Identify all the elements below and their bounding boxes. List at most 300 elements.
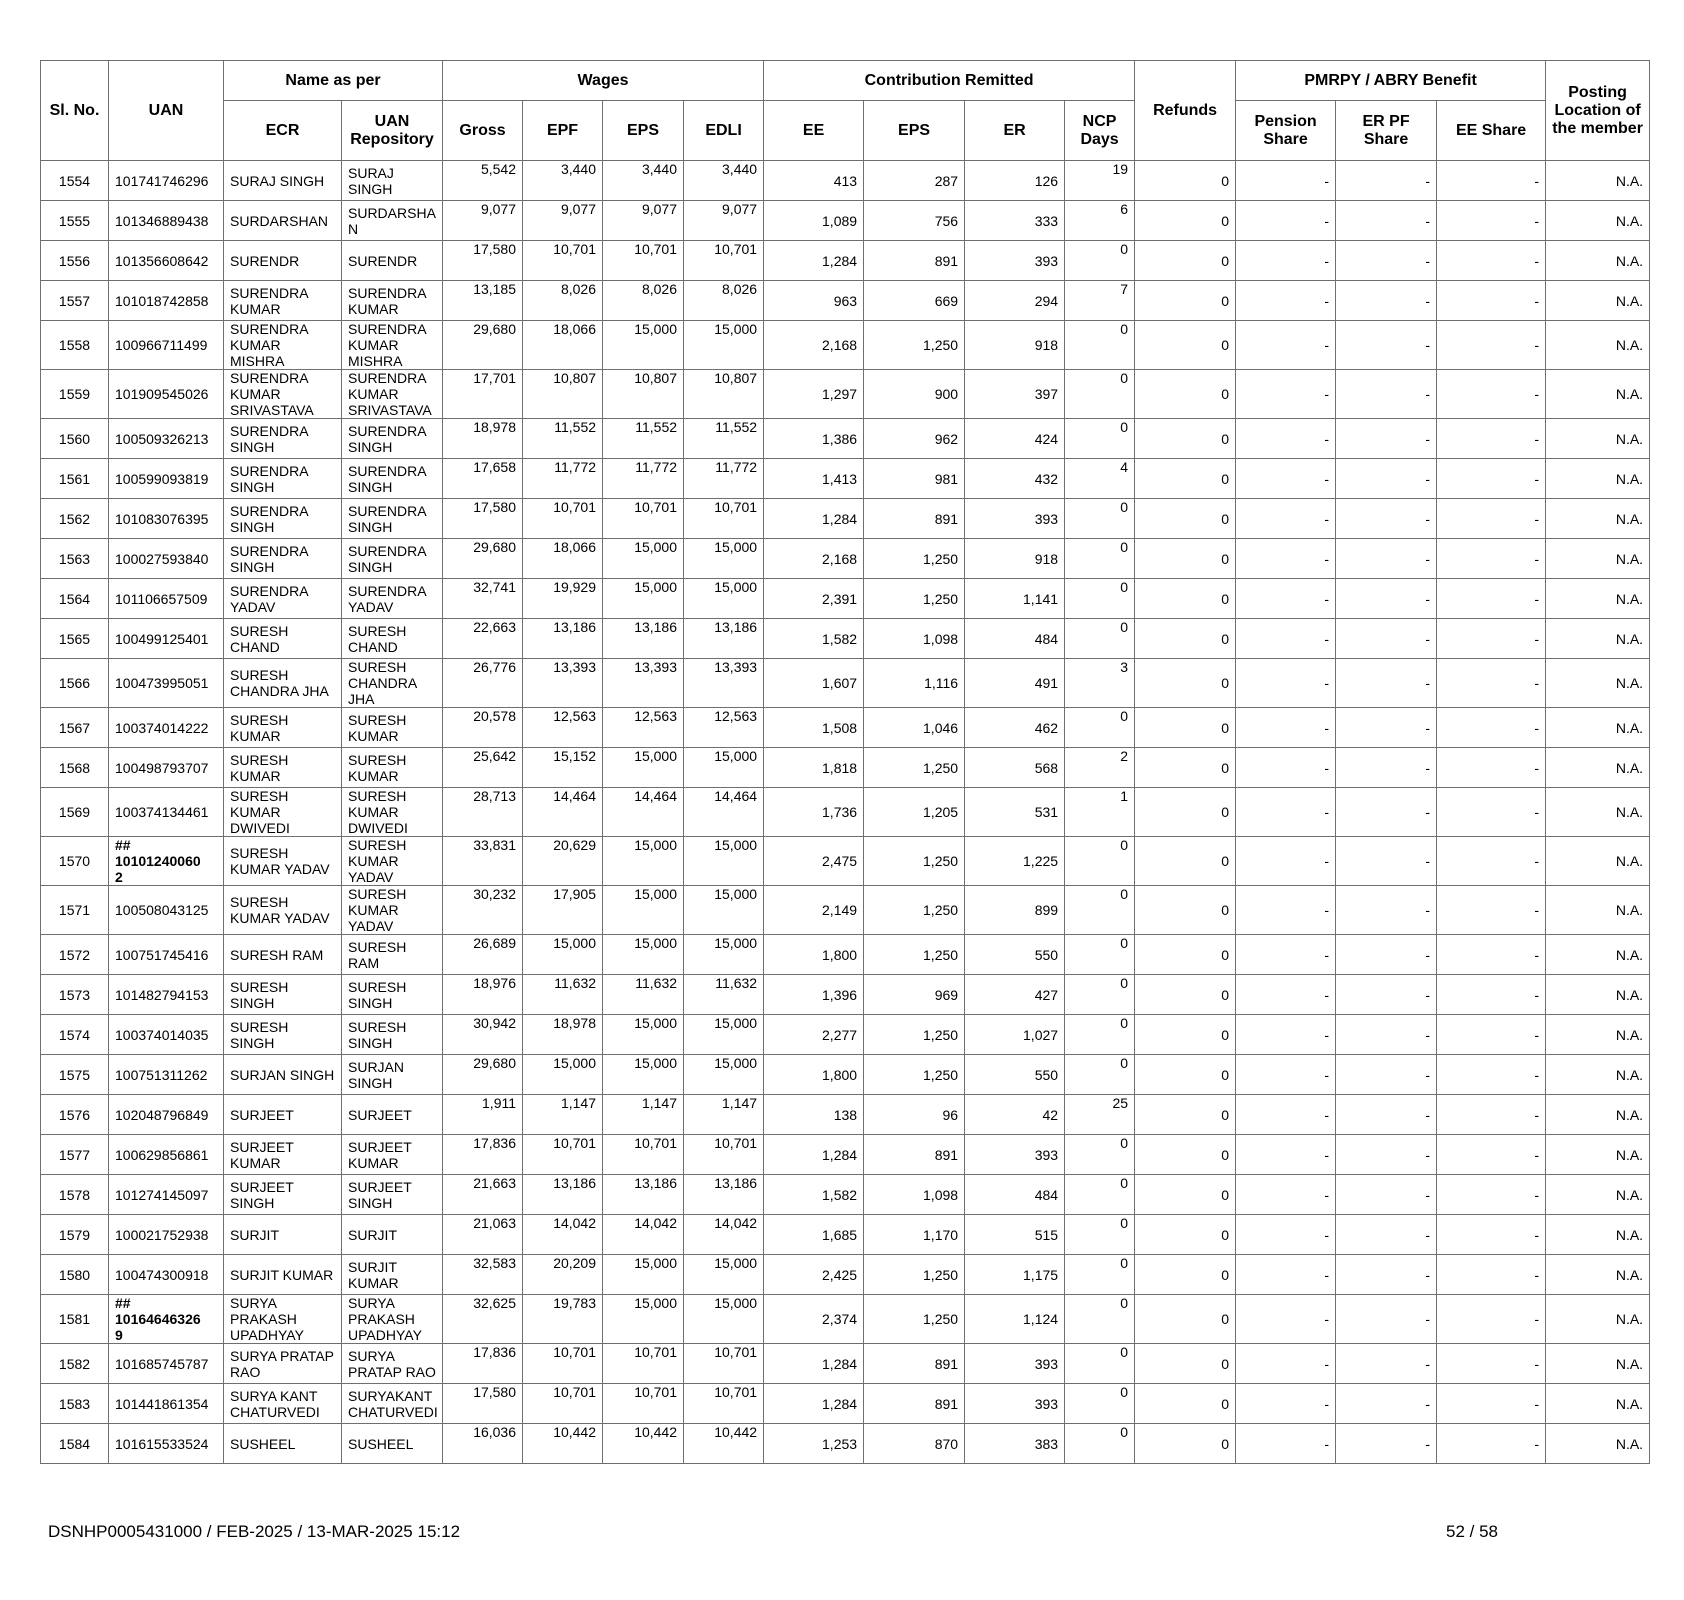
table-header xyxy=(41,61,1650,161)
cell-refunds: 0 xyxy=(1135,1015,1236,1055)
cell-contribution-eps: 1,116 xyxy=(864,659,965,708)
cell-gross: 26,689 xyxy=(443,935,523,975)
cell-pension-share: - xyxy=(1236,975,1336,1015)
cell-eps: 14,464 xyxy=(603,788,684,837)
cell-sl-no: 1557 xyxy=(41,281,109,321)
cell-er-pf-share: - xyxy=(1336,499,1437,539)
header-sl-no: Sl. No. xyxy=(41,61,109,161)
cell-edli: 11,632 xyxy=(684,975,764,1015)
cell-er: 393 xyxy=(965,1344,1065,1384)
cell-posting-location: N.A. xyxy=(1546,579,1650,619)
cell-refunds: 0 xyxy=(1135,459,1236,499)
cell-pension-share: - xyxy=(1236,161,1336,201)
cell-ee-share: - xyxy=(1437,886,1546,935)
cell-refunds: 0 xyxy=(1135,1384,1236,1424)
cell-name-uan-repository: SURENDRA KUMAR SRIVASTAVA xyxy=(342,370,443,419)
cell-gross: 16,036 xyxy=(443,1424,523,1464)
cell-name-uan-repository: SURESH SINGH xyxy=(342,975,443,1015)
cell-er: 294 xyxy=(965,281,1065,321)
cell-edli: 15,000 xyxy=(684,1295,764,1344)
cell-contribution-eps: 969 xyxy=(864,975,965,1015)
cell-edli: 15,000 xyxy=(684,1015,764,1055)
cell-gross: 29,680 xyxy=(443,1055,523,1095)
cell-posting-location: N.A. xyxy=(1546,1095,1650,1135)
cell-name-uan-repository: SURYA PRAKASH UPADHYAY xyxy=(342,1295,443,1344)
table-row xyxy=(41,1384,1650,1424)
cell-epf: 18,978 xyxy=(523,1015,603,1055)
cell-edli: 12,563 xyxy=(684,708,764,748)
cell-edli: 15,000 xyxy=(684,1255,764,1295)
cell-epf: 17,905 xyxy=(523,886,603,935)
cell-refunds: 0 xyxy=(1135,499,1236,539)
cell-name-uan-repository: SURYA PRATAP RAO xyxy=(342,1344,443,1384)
cell-epf: 10,442 xyxy=(523,1424,603,1464)
cell-edli: 3,440 xyxy=(684,161,764,201)
cell-er: 568 xyxy=(965,748,1065,788)
cell-uan: 100629856861 xyxy=(109,1135,224,1175)
cell-ee-share: - xyxy=(1437,935,1546,975)
cell-gross: 28,713 xyxy=(443,788,523,837)
cell-name-uan-repository: SUSHEEL xyxy=(342,1424,443,1464)
cell-name-uan-repository: SURENDR xyxy=(342,241,443,281)
cell-uan: 101356608642 xyxy=(109,241,224,281)
cell-uan: 101441861354 xyxy=(109,1384,224,1424)
cell-contribution-eps: 1,250 xyxy=(864,1015,965,1055)
cell-pension-share: - xyxy=(1236,708,1336,748)
cell-name-ecr: SURESH CHANDRA JHA xyxy=(224,659,342,708)
cell-gross: 17,580 xyxy=(443,499,523,539)
cell-er: 393 xyxy=(965,1135,1065,1175)
cell-edli: 10,701 xyxy=(684,1384,764,1424)
cell-pension-share: - xyxy=(1236,281,1336,321)
cell-er-pf-share: - xyxy=(1336,619,1437,659)
cell-epf: 20,629 xyxy=(523,837,603,886)
cell-contribution-eps: 962 xyxy=(864,419,965,459)
cell-gross: 17,836 xyxy=(443,1135,523,1175)
cell-contribution-eps: 891 xyxy=(864,1384,965,1424)
cell-epf: 8,026 xyxy=(523,281,603,321)
cell-contribution-eps: 1,170 xyxy=(864,1215,965,1255)
cell-ncp-days: 7 xyxy=(1065,281,1135,321)
cell-pension-share: - xyxy=(1236,1384,1336,1424)
cell-er: 42 xyxy=(965,1095,1065,1135)
cell-pension-share: - xyxy=(1236,1095,1336,1135)
cell-er: 1,141 xyxy=(965,579,1065,619)
cell-er: 1,225 xyxy=(965,837,1065,886)
cell-ncp-days: 1 xyxy=(1065,788,1135,837)
cell-eps: 12,563 xyxy=(603,708,684,748)
cell-eps: 15,000 xyxy=(603,579,684,619)
cell-epf: 10,701 xyxy=(523,499,603,539)
cell-name-ecr: SURESH KUMAR xyxy=(224,708,342,748)
header-contribution-eps: EPS xyxy=(864,101,965,161)
cell-refunds: 0 xyxy=(1135,419,1236,459)
cell-pension-share: - xyxy=(1236,1424,1336,1464)
cell-gross: 1,911 xyxy=(443,1095,523,1135)
cell-name-ecr: SURAJ SINGH xyxy=(224,161,342,201)
table-row xyxy=(41,321,1650,370)
cell-pension-share: - xyxy=(1236,459,1336,499)
cell-ee-share: - xyxy=(1437,459,1546,499)
cell-ncp-days: 0 xyxy=(1065,935,1135,975)
cell-epf: 20,209 xyxy=(523,1255,603,1295)
cell-posting-location: N.A. xyxy=(1546,1295,1650,1344)
cell-eps: 9,077 xyxy=(603,201,684,241)
cell-pension-share: - xyxy=(1236,1135,1336,1175)
cell-er: 432 xyxy=(965,459,1065,499)
cell-ncp-days: 0 xyxy=(1065,241,1135,281)
cell-er-pf-share: - xyxy=(1336,1295,1437,1344)
cell-gross: 17,580 xyxy=(443,1384,523,1424)
cell-gross: 30,232 xyxy=(443,886,523,935)
cell-er-pf-share: - xyxy=(1336,1095,1437,1135)
cell-ee-share: - xyxy=(1437,1015,1546,1055)
cell-ncp-days: 0 xyxy=(1065,579,1135,619)
cell-posting-location: N.A. xyxy=(1546,619,1650,659)
header-uan-repository: UAN Repository xyxy=(342,101,443,161)
cell-contribution-eps: 1,250 xyxy=(864,579,965,619)
cell-pension-share: - xyxy=(1236,619,1336,659)
cell-posting-location: N.A. xyxy=(1546,1055,1650,1095)
cell-ee-share: - xyxy=(1437,1135,1546,1175)
cell-er-pf-share: - xyxy=(1336,1135,1437,1175)
cell-er-pf-share: - xyxy=(1336,1255,1437,1295)
table-row xyxy=(41,370,1650,419)
table-row xyxy=(41,1015,1650,1055)
cell-er-pf-share: - xyxy=(1336,281,1437,321)
cell-refunds: 0 xyxy=(1135,748,1236,788)
cell-posting-location: N.A. xyxy=(1546,837,1650,886)
cell-refunds: 0 xyxy=(1135,1055,1236,1095)
cell-gross: 17,836 xyxy=(443,1344,523,1384)
cell-uan: 100374014035 xyxy=(109,1015,224,1055)
header-er-pf-share: ER PF Share xyxy=(1336,101,1437,161)
cell-ncp-days: 3 xyxy=(1065,659,1135,708)
cell-sl-no: 1566 xyxy=(41,659,109,708)
cell-edli: 9,077 xyxy=(684,201,764,241)
table-row xyxy=(41,459,1650,499)
cell-er: 484 xyxy=(965,1175,1065,1215)
cell-name-ecr: SURJIT xyxy=(224,1215,342,1255)
cell-eps: 15,000 xyxy=(603,748,684,788)
cell-er: 462 xyxy=(965,708,1065,748)
header-ee-share: EE Share xyxy=(1437,101,1546,161)
cell-gross: 17,580 xyxy=(443,241,523,281)
cell-contribution-eps: 1,250 xyxy=(864,1055,965,1095)
cell-ncp-days: 0 xyxy=(1065,1175,1135,1215)
cell-gross: 22,663 xyxy=(443,619,523,659)
cell-er-pf-share: - xyxy=(1336,975,1437,1015)
cell-eps: 15,000 xyxy=(603,837,684,886)
header-gross: Gross xyxy=(443,101,523,161)
cell-uan: 100498793707 xyxy=(109,748,224,788)
header-edli: EDLI xyxy=(684,101,764,161)
cell-ee: 1,685 xyxy=(764,1215,864,1255)
cell-gross: 20,578 xyxy=(443,708,523,748)
cell-ee-share: - xyxy=(1437,1175,1546,1215)
cell-edli: 1,147 xyxy=(684,1095,764,1135)
table-row xyxy=(41,1175,1650,1215)
table-row xyxy=(41,1255,1650,1295)
cell-refunds: 0 xyxy=(1135,935,1236,975)
table-row xyxy=(41,539,1650,579)
cell-name-uan-repository: SURESH KUMAR YADAV xyxy=(342,886,443,935)
cell-er-pf-share: - xyxy=(1336,1175,1437,1215)
cell-refunds: 0 xyxy=(1135,241,1236,281)
cell-ncp-days: 0 xyxy=(1065,837,1135,886)
cell-refunds: 0 xyxy=(1135,619,1236,659)
cell-posting-location: N.A. xyxy=(1546,419,1650,459)
cell-ee-share: - xyxy=(1437,788,1546,837)
cell-gross: 21,063 xyxy=(443,1215,523,1255)
cell-refunds: 0 xyxy=(1135,1295,1236,1344)
cell-eps: 15,000 xyxy=(603,1295,684,1344)
cell-epf: 11,552 xyxy=(523,419,603,459)
cell-ee: 2,168 xyxy=(764,539,864,579)
cell-pension-share: - xyxy=(1236,201,1336,241)
cell-sl-no: 1572 xyxy=(41,935,109,975)
cell-edli: 8,026 xyxy=(684,281,764,321)
cell-sl-no: 1584 xyxy=(41,1424,109,1464)
cell-ee-share: - xyxy=(1437,1255,1546,1295)
cell-ncp-days: 0 xyxy=(1065,419,1135,459)
cell-eps: 10,701 xyxy=(603,241,684,281)
cell-name-uan-repository: SURENDRA SINGH xyxy=(342,419,443,459)
cell-er-pf-share: - xyxy=(1336,886,1437,935)
cell-eps: 14,042 xyxy=(603,1215,684,1255)
cell-er: 531 xyxy=(965,788,1065,837)
cell-name-uan-repository: SURJAN SINGH xyxy=(342,1055,443,1095)
cell-sl-no: 1567 xyxy=(41,708,109,748)
cell-sl-no: 1565 xyxy=(41,619,109,659)
cell-er-pf-share: - xyxy=(1336,1384,1437,1424)
cell-posting-location: N.A. xyxy=(1546,1384,1650,1424)
cell-name-uan-repository: SURESH KUMAR xyxy=(342,708,443,748)
cell-posting-location: N.A. xyxy=(1546,708,1650,748)
cell-sl-no: 1575 xyxy=(41,1055,109,1095)
cell-refunds: 0 xyxy=(1135,1175,1236,1215)
cell-gross: 32,625 xyxy=(443,1295,523,1344)
cell-ncp-days: 0 xyxy=(1065,370,1135,419)
cell-uan: 100499125401 xyxy=(109,619,224,659)
cell-refunds: 0 xyxy=(1135,788,1236,837)
cell-epf: 10,701 xyxy=(523,1135,603,1175)
cell-name-ecr: SURENDRA KUMAR SRIVASTAVA xyxy=(224,370,342,419)
cell-contribution-eps: 287 xyxy=(864,161,965,201)
cell-ee-share: - xyxy=(1437,321,1546,370)
cell-ee-share: - xyxy=(1437,1344,1546,1384)
cell-eps: 15,000 xyxy=(603,886,684,935)
cell-uan: 100374134461 xyxy=(109,788,224,837)
cell-epf: 3,440 xyxy=(523,161,603,201)
table-row xyxy=(41,1135,1650,1175)
table-row xyxy=(41,579,1650,619)
cell-sl-no: 1561 xyxy=(41,459,109,499)
cell-pension-share: - xyxy=(1236,370,1336,419)
cell-posting-location: N.A. xyxy=(1546,321,1650,370)
cell-contribution-eps: 1,098 xyxy=(864,619,965,659)
header-name-as-per: Name as per xyxy=(224,61,443,101)
cell-posting-location: N.A. xyxy=(1546,1255,1650,1295)
cell-contribution-eps: 669 xyxy=(864,281,965,321)
cell-ee-share: - xyxy=(1437,201,1546,241)
cell-epf: 18,066 xyxy=(523,539,603,579)
cell-ncp-days: 0 xyxy=(1065,1384,1135,1424)
table-row xyxy=(41,935,1650,975)
cell-er: 383 xyxy=(965,1424,1065,1464)
cell-sl-no: 1564 xyxy=(41,579,109,619)
cell-er: 397 xyxy=(965,370,1065,419)
cell-gross: 26,776 xyxy=(443,659,523,708)
cell-er-pf-share: - xyxy=(1336,459,1437,499)
cell-ncp-days: 25 xyxy=(1065,1095,1135,1135)
page-number: 52 / 58 xyxy=(1446,1522,1498,1541)
cell-ee-share: - xyxy=(1437,241,1546,281)
cell-ee-share: - xyxy=(1437,1295,1546,1344)
cell-sl-no: 1555 xyxy=(41,201,109,241)
cell-name-uan-repository: SURAJ SINGH xyxy=(342,161,443,201)
cell-sl-no: 1554 xyxy=(41,161,109,201)
cell-posting-location: N.A. xyxy=(1546,935,1650,975)
cell-er: 126 xyxy=(965,161,1065,201)
cell-edli: 10,442 xyxy=(684,1424,764,1464)
cell-name-ecr: SURJEET KUMAR xyxy=(224,1135,342,1175)
cell-epf: 13,393 xyxy=(523,659,603,708)
cell-ncp-days: 6 xyxy=(1065,201,1135,241)
cell-ee: 1,253 xyxy=(764,1424,864,1464)
table-row xyxy=(41,1344,1650,1384)
cell-epf: 11,632 xyxy=(523,975,603,1015)
cell-gross: 17,658 xyxy=(443,459,523,499)
cell-ncp-days: 4 xyxy=(1065,459,1135,499)
cell-contribution-eps: 1,098 xyxy=(864,1175,965,1215)
cell-pension-share: - xyxy=(1236,419,1336,459)
cell-name-ecr: SURENDR xyxy=(224,241,342,281)
cell-er-pf-share: - xyxy=(1336,161,1437,201)
cell-sl-no: 1583 xyxy=(41,1384,109,1424)
cell-name-uan-repository: SURESH RAM xyxy=(342,935,443,975)
cell-uan: 100473995051 xyxy=(109,659,224,708)
cell-edli: 15,000 xyxy=(684,579,764,619)
cell-refunds: 0 xyxy=(1135,659,1236,708)
cell-ncp-days: 0 xyxy=(1065,1255,1135,1295)
cell-ee: 1,297 xyxy=(764,370,864,419)
cell-sl-no: 1568 xyxy=(41,748,109,788)
cell-refunds: 0 xyxy=(1135,1135,1236,1175)
cell-posting-location: N.A. xyxy=(1546,1215,1650,1255)
cell-ee-share: - xyxy=(1437,1095,1546,1135)
cell-sl-no: 1563 xyxy=(41,539,109,579)
cell-gross: 18,978 xyxy=(443,419,523,459)
cell-contribution-eps: 756 xyxy=(864,201,965,241)
cell-contribution-eps: 1,250 xyxy=(864,1295,965,1344)
cell-uan: ## 10164646326 9 xyxy=(109,1295,224,1344)
cell-ncp-days: 0 xyxy=(1065,1344,1135,1384)
cell-contribution-eps: 1,205 xyxy=(864,788,965,837)
cell-pension-share: - xyxy=(1236,321,1336,370)
header-pension-share: Pension Share xyxy=(1236,101,1336,161)
cell-ee: 2,277 xyxy=(764,1015,864,1055)
cell-contribution-eps: 891 xyxy=(864,1135,965,1175)
cell-pension-share: - xyxy=(1236,748,1336,788)
header-refunds: Refunds xyxy=(1135,61,1236,161)
cell-pension-share: - xyxy=(1236,1255,1336,1295)
cell-er-pf-share: - xyxy=(1336,788,1437,837)
cell-ee: 2,168 xyxy=(764,321,864,370)
cell-er: 333 xyxy=(965,201,1065,241)
cell-gross: 25,642 xyxy=(443,748,523,788)
cell-ee: 138 xyxy=(764,1095,864,1135)
cell-refunds: 0 xyxy=(1135,321,1236,370)
cell-epf: 10,807 xyxy=(523,370,603,419)
cell-sl-no: 1558 xyxy=(41,321,109,370)
table-row xyxy=(41,788,1650,837)
cell-pension-share: - xyxy=(1236,837,1336,886)
cell-gross: 30,942 xyxy=(443,1015,523,1055)
header-eps: EPS xyxy=(603,101,684,161)
cell-posting-location: N.A. xyxy=(1546,281,1650,321)
cell-ee: 2,374 xyxy=(764,1295,864,1344)
cell-er-pf-share: - xyxy=(1336,579,1437,619)
cell-uan: 101482794153 xyxy=(109,975,224,1015)
table-body xyxy=(41,161,1650,1464)
cell-posting-location: N.A. xyxy=(1546,1135,1650,1175)
cell-eps: 10,807 xyxy=(603,370,684,419)
cell-edli: 15,000 xyxy=(684,748,764,788)
cell-ncp-days: 0 xyxy=(1065,1295,1135,1344)
cell-eps: 10,701 xyxy=(603,1344,684,1384)
cell-er: 918 xyxy=(965,321,1065,370)
cell-posting-location: N.A. xyxy=(1546,241,1650,281)
cell-pension-share: - xyxy=(1236,788,1336,837)
cell-posting-location: N.A. xyxy=(1546,886,1650,935)
header-epf: EPF xyxy=(523,101,603,161)
cell-edli: 14,042 xyxy=(684,1215,764,1255)
cell-contribution-eps: 96 xyxy=(864,1095,965,1135)
cell-name-ecr: SURESH CHAND xyxy=(224,619,342,659)
cell-ee-share: - xyxy=(1437,619,1546,659)
cell-ee-share: - xyxy=(1437,1055,1546,1095)
cell-epf: 9,077 xyxy=(523,201,603,241)
cell-posting-location: N.A. xyxy=(1546,659,1650,708)
cell-name-uan-repository: SURJIT KUMAR xyxy=(342,1255,443,1295)
table-row xyxy=(41,1295,1650,1344)
cell-er: 424 xyxy=(965,419,1065,459)
cell-pension-share: - xyxy=(1236,1175,1336,1215)
cell-ee-share: - xyxy=(1437,499,1546,539)
cell-sl-no: 1581 xyxy=(41,1295,109,1344)
cell-ncp-days: 19 xyxy=(1065,161,1135,201)
cell-edli: 14,464 xyxy=(684,788,764,837)
cell-ee-share: - xyxy=(1437,975,1546,1015)
cell-er-pf-share: - xyxy=(1336,1424,1437,1464)
cell-er-pf-share: - xyxy=(1336,201,1437,241)
cell-edli: 15,000 xyxy=(684,1055,764,1095)
cell-pension-share: - xyxy=(1236,1055,1336,1095)
cell-er-pf-share: - xyxy=(1336,1055,1437,1095)
cell-ee-share: - xyxy=(1437,579,1546,619)
cell-name-uan-repository: SURJEET KUMAR xyxy=(342,1135,443,1175)
cell-uan: 100751311262 xyxy=(109,1055,224,1095)
cell-epf: 11,772 xyxy=(523,459,603,499)
cell-name-uan-repository: SURENDRA SINGH xyxy=(342,539,443,579)
cell-edli: 15,000 xyxy=(684,321,764,370)
cell-sl-no: 1578 xyxy=(41,1175,109,1215)
cell-name-ecr: SURESH KUMAR YADAV xyxy=(224,886,342,935)
cell-posting-location: N.A. xyxy=(1546,499,1650,539)
table-row xyxy=(41,1095,1650,1135)
cell-ee: 1,284 xyxy=(764,1135,864,1175)
